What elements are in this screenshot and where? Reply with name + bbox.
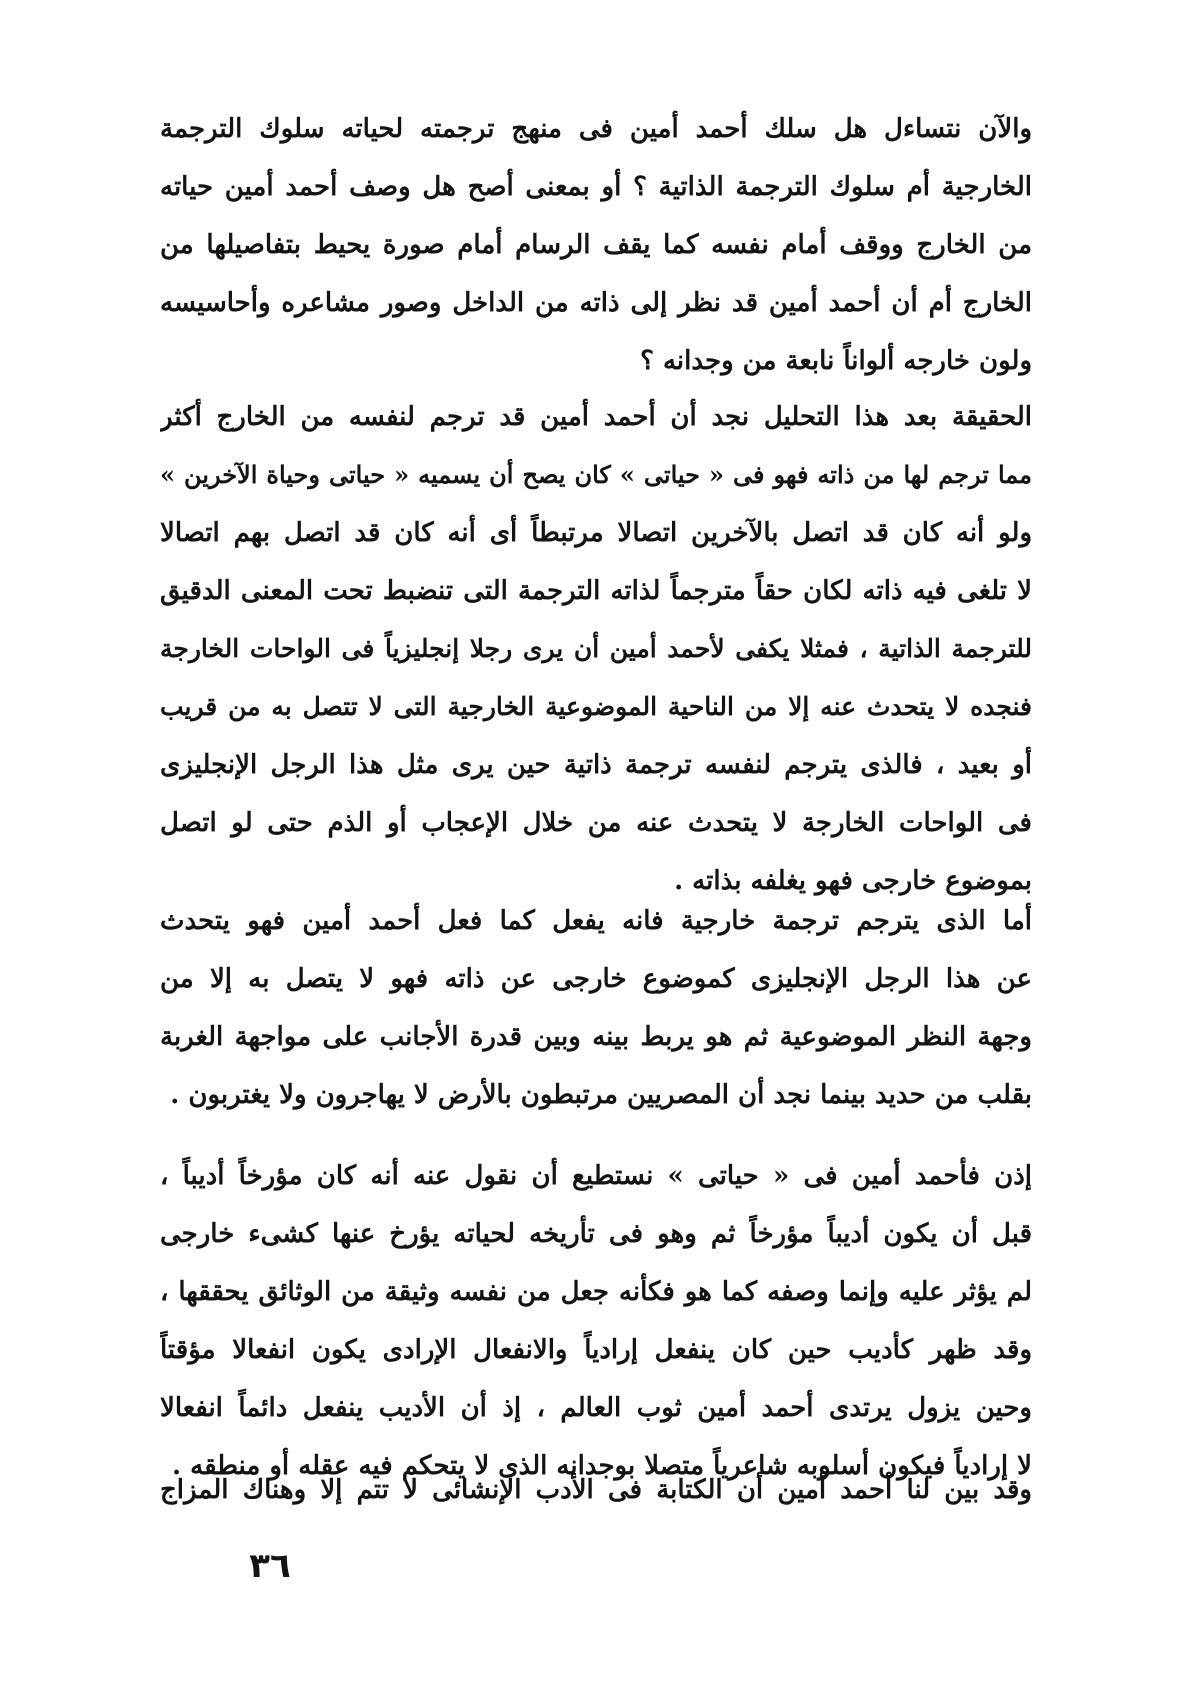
paragraph-line: والآن نتساءل هل سلك أحمد أمين فى منهج ترجمته لحياته سلوك الترجمة [160,114,1032,144]
paragraph-line: وقد ظهر كأديب حين كان ينفعل إرادياً والانفعال الإرادى يكون انفعالا مؤقتاً [160,1335,1032,1365]
paragraph-5 [160,1461,1032,1519]
paragraph-line: الحقيقة بعد هذا التحليل نجد أن أحمد أمين قد ترجم لنفسه من الخارج أكثر [160,402,1032,432]
paragraph-line: إذن فأحمد أمين فى « حياتى » نستطيع أن نقول عنه أنه كان مؤرخاً أديباً ، [160,1161,1032,1191]
paragraph-line: أو بعيد ، فالذى يترجم لنفسه ترجمة ذاتية حين يرى مثل هذا الرجل الإنجليزى [160,750,1032,780]
paragraph-line: وقد بين لنا أحمد أمين أن الكتابة فى الأدب الإنشائى لا تتم إلا وهناك المزاج [160,1475,1032,1505]
paragraph-line: فى الواحات الخارجة لا يتحدث عنه من خلال الإعجاب أو الذم حتى لو اتصل [160,808,1032,838]
paragraph-1 [160,100,1032,390]
paragraph-2 [160,388,1032,910]
page-number: ٣٦ [249,1546,291,1586]
paragraph-line: وحين يزول يرتدى أحمد أمين ثوب العالم ، إذ أن الأديب ينفعل دائماً انفعالا [160,1393,1032,1423]
paragraph-line: مما ترجم لها من ذاته فهو فى « حياتى » كان يصح أن يسميه « حياتى وحياة الآخرين » [160,460,1032,489]
paragraph-line: لا إرادياً فيكون أسلوبه شاعرياً متصلا بوجدانه الذى لا يتحكم فيه عقله أو منطقه . [172,1451,1032,1481]
paragraph-line: من الخارج ووقف أمام نفسه كما يقف الرسام أمام صورة يحيط بتفاصيلها من [160,230,1032,260]
paragraph-3 [160,892,1032,1124]
paragraph-4 [160,1147,1032,1495]
paragraph-line: قبل أن يكون أديباً مؤرخاً ثم وهو فى تأريخه لحياته يؤرخ عنها كشىء خارجى [160,1219,1032,1249]
paragraph-line: للترجمة الذاتية ، فمثلا يكفى لأحمد أمين أن يرى رجلا إنجليزياً فى الواحات الخارجة [160,634,1032,663]
paragraph-line: ولون خارجه ألواناً نابعة من وجدانه ؟ [640,346,1032,376]
paragraph-line: ولو أنه كان قد اتصل بالآخرين اتصالا مرتبطاً أى أنه كان قد اتصل بهم اتصالا [160,518,1032,548]
paragraph-line: عن هذا الرجل الإنجليزى كموضوع خارجى عن ذاته فهو لا يتصل به إلا من [160,964,1032,994]
paragraph-line: الخارج أم أن أحمد أمين قد نظر إلى ذاته من الداخل وصور مشاعره وأحاسيسه [160,288,1032,318]
paragraph-line: بقلب من حديد بينما نجد أن المصريين مرتبطون بالأرض لا يهاجرون ولا يغتربون . [170,1080,1032,1110]
paragraph-line: لم يؤثر عليه وإنما وصفه كما هو فكأنه جعل من نفسه وثيقة من الوثائق يحققها ، [160,1277,1032,1307]
paragraph-line: الخارجية أم سلوك الترجمة الذاتية ؟ أو بمعنى أصح هل وصف أحمد أمين حياته [160,172,1032,202]
paragraph-line: وجهة النظر الموضوعية ثم هو يربط بينه وبين قدرة الأجانب على مواجهة الغربة [160,1022,1032,1052]
paragraph-line: بموضوع خارجى فهو يغلفه بذاته . [674,866,1032,896]
paragraph-line: فنجده لا يتحدث عنه إلا من الناحية الموضوعية الخارجية التى لا تتصل به من قريب [160,692,1032,721]
paragraph-line: أما الذى يترجم ترجمة خارجية فانه يفعل كما فعل أحمد أمين فهو يتحدث [160,906,1032,936]
paragraph-line: لا تلغى فيه ذاته لكان حقاً مترجماً لذاته الترجمة التى تنضبط تحت المعنى الدقيق [160,576,1032,606]
